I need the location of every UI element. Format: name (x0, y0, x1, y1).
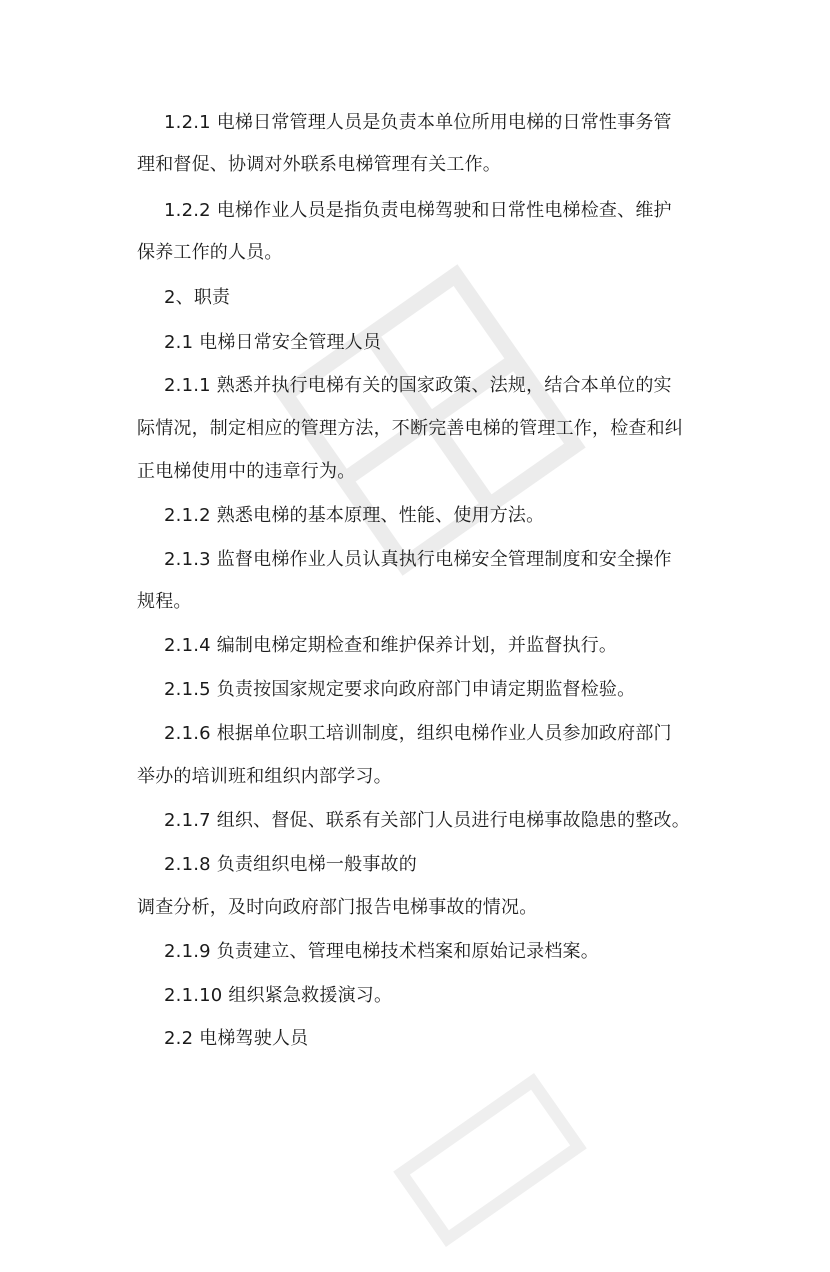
line-2-1-1-b: 际情况，制定相应的管理方法，不断完善电梯的管理工作，检查和纠 (137, 418, 683, 439)
line-2-1-1-c: 正电梯使用中的违章行为。 (137, 461, 356, 482)
line-2-1-6-a: 2.1.6 根据单位职工培训制度，组织电梯作业人员参加政府部门 (164, 723, 672, 744)
line-2-1-4: 2.1.4 编制电梯定期检查和维护保养计划，并监督执行。 (164, 635, 618, 656)
line-1-2-1-b: 理和督促、协调对外联系电梯管理有关工作。 (137, 154, 501, 175)
line-2-1-6-b: 举办的培训班和组织内部学习。 (137, 766, 392, 787)
line-1-2-2-a: 1.2.2 电梯作业人员是指负责电梯驾驶和日常性电梯检查、维护 (164, 200, 672, 221)
line-2-1-5: 2.1.5 负责按国家规定要求向政府部门申请定期监督检验。 (164, 679, 636, 700)
line-2-1-10: 2.1.10 组织紧急救援演习。 (164, 985, 393, 1006)
line-2-1-3-b: 规程。 (137, 591, 192, 612)
line-2-1-9: 2.1.9 负责建立、管理电梯技术档案和原始记录档案。 (164, 941, 599, 962)
line-1-2-1-a: 1.2.1 电梯日常管理人员是负责本单位所用电梯的日常性事务管 (164, 112, 672, 133)
line-2-1-1-a: 2.1.1 熟悉并执行电梯有关的国家政策、法规，结合本单位的实 (164, 375, 672, 396)
watermark-logo-bottom (365, 1048, 614, 1272)
line-2-1-7: 2.1.7 组织、督促、联系有关部门人员进行电梯事故隐患的整改。 (164, 810, 690, 831)
line-2-1-8-a: 2.1.8 负责组织电梯一般事故的 (164, 854, 417, 875)
heading-2-duties: 2、职责 (164, 287, 231, 308)
heading-2-2: 2.2 电梯驾驶人员 (164, 1028, 309, 1049)
line-2-1-3-a: 2.1.3 监督电梯作业人员认真执行电梯安全管理制度和安全操作 (164, 549, 672, 570)
line-1-2-2-b: 保养工作的人员。 (137, 242, 283, 263)
line-2-1-2: 2.1.2 熟悉电梯的基本原理、性能、使用方法。 (164, 505, 545, 526)
line-2-1-8-b: 调查分析，及时向政府部门报告电梯事故的情况。 (137, 897, 538, 918)
heading-2-1: 2.1 电梯日常安全管理人员 (164, 332, 382, 353)
